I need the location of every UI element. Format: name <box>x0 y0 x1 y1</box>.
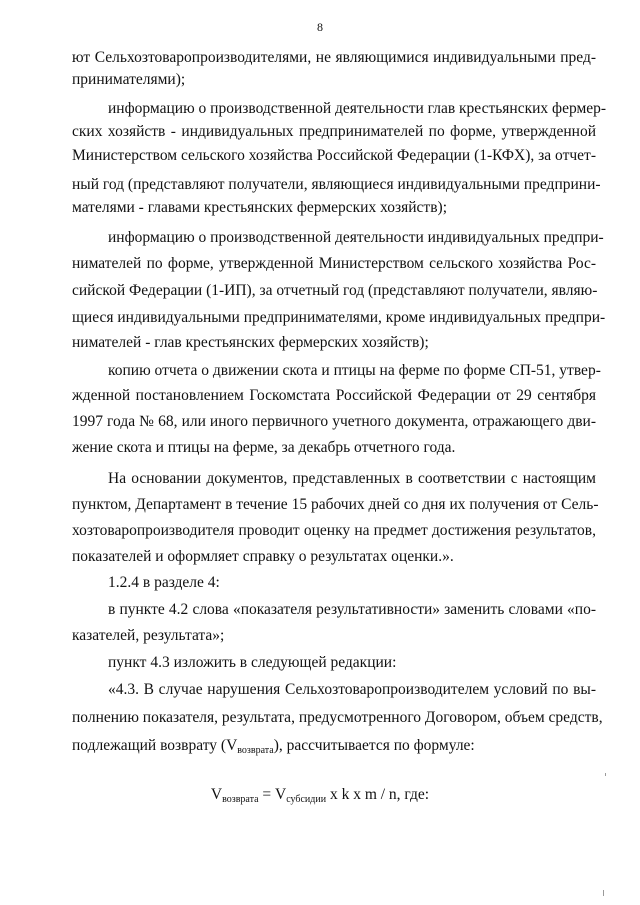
text-line: жение скота и птицы на ферме, за декабрь отчетного года. <box>72 439 456 456</box>
scan-speck <box>603 890 604 896</box>
text-line: информацию о производственной деятельности индивидуальных предпри- <box>108 229 604 246</box>
text-line: сийской Федерации (1-ИП), за отчетный год (представляют получатели, являю- <box>72 282 598 299</box>
text-line: копию отчета о движении скота и птицы на ферме по форме СП-51, утвер- <box>108 362 601 379</box>
formula-rest: x k x m / n, где: <box>326 786 430 803</box>
text-line: жденной постановлением Госкомстата Российской Федерации от 29 сентября <box>72 387 596 404</box>
text-line: пунктом, Департамент в течение 15 рабочих дней со дня их получения от Сель- <box>72 496 599 513</box>
page-number: 8 <box>317 20 323 34</box>
text-line: нимателей по форме, утвержденной Министерством сельского хозяйства Рос- <box>72 255 596 272</box>
text-line: полнению показателя, результата, предусмотренного Договором, объем средств, <box>72 709 603 726</box>
formula-subscript-return: возврата <box>222 794 259 805</box>
text-line: На основании документов, представленных в соответствии с настоящим <box>108 470 596 487</box>
text-line: ный год (представляют получатели, являющиеся индивидуальными предприни- <box>72 176 601 193</box>
formula-equals-v-subsidy: = V <box>258 786 287 803</box>
subscript-return: возврата <box>237 745 274 756</box>
text-line: щиеся индивидуальными предпринимателями, кроме индивидуальных предпри- <box>72 309 606 326</box>
scan-speck <box>605 773 606 776</box>
text-line: мателями - главами крестьянских фермерских хозяйств); <box>72 199 447 216</box>
text-line: показателей и оформляет справку о результатах оценки.». <box>72 548 454 565</box>
text-line: 1997 года № 68, или иного первичного учетного документа, отражающего дви- <box>72 413 596 430</box>
text-line: казателей, результата»; <box>72 627 225 644</box>
text-line: информацию о производственной деятельности глав крестьянских фермер- <box>108 100 607 117</box>
text-line: в пункте 4.2 слова «показателя результативности» заменить словами «по- <box>108 601 596 618</box>
text-line: «4.3. В случае нарушения Сельхозтоваропроизводителем условий по вы- <box>108 681 596 698</box>
formula <box>0 783 640 807</box>
text-line: 1.2.4 в разделе 4: <box>108 574 220 591</box>
text-line: хозтоваропроизводителя проводит оценку на предмет достижения результатов, <box>72 522 596 539</box>
text-line: нимателей - глав крестьянских фермерских хозяйств); <box>72 334 429 351</box>
text-line <box>72 734 596 758</box>
text-line: принимателями); <box>72 71 186 88</box>
text-fragment: ), рассчитывается по формуле: <box>273 737 475 754</box>
formula-subscript-subsidy: субсидии <box>286 794 327 805</box>
text-line: ских хозяйств - индивидуальных предпринимателей по форме, утвержденной <box>72 123 596 140</box>
formula-v-return: V <box>210 786 223 803</box>
text-line: пункт 4.3 изложить в следующей редакции: <box>108 654 397 671</box>
text-line: Министерством сельского хозяйства Российской Федерации (1-КФХ), за отчет- <box>72 147 596 164</box>
text-fragment: подлежащий возврату (V <box>72 737 238 754</box>
text-line: ют Сельхозтоваропроизводителями, не являющимися индивидуальными пред- <box>72 49 596 66</box>
